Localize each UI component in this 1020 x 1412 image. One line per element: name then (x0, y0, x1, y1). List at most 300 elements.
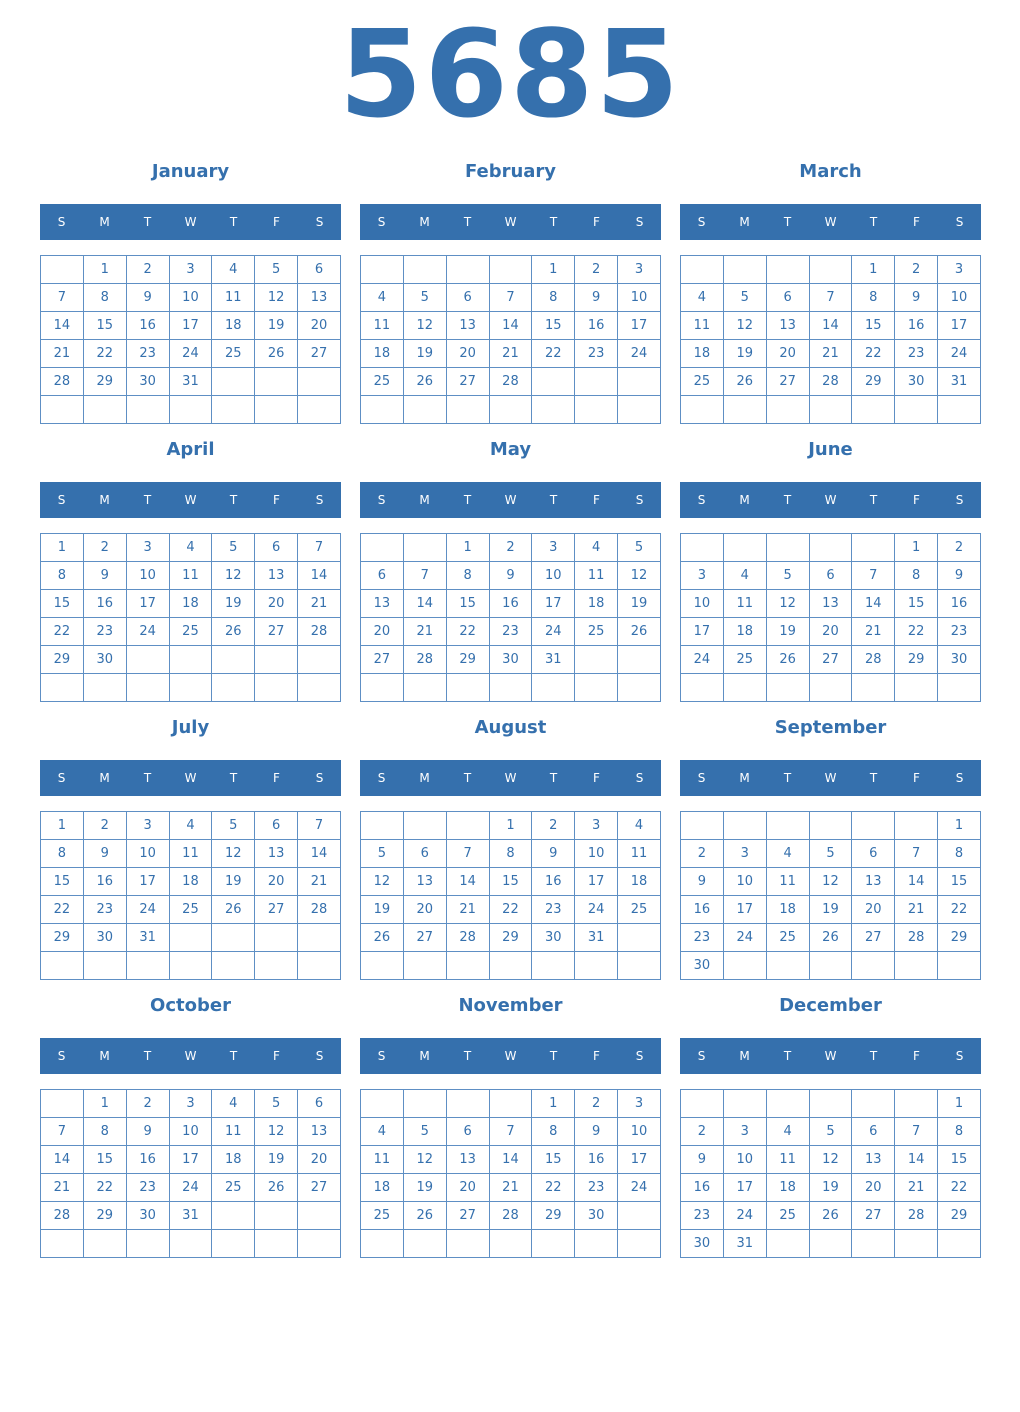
day-cell: 25 (361, 368, 404, 396)
day-cell: 3 (169, 1090, 212, 1118)
day-cell: 5 (361, 840, 404, 868)
day-cell: 13 (766, 312, 809, 340)
day-cell: 5 (255, 1090, 298, 1118)
weekday-header (680, 1038, 981, 1074)
day-cell: 11 (681, 312, 724, 340)
week-row (681, 396, 981, 424)
weekday-label: F (273, 493, 280, 507)
day-cell: 27 (255, 618, 298, 646)
day-cell: 23 (532, 896, 575, 924)
day-cell (852, 534, 895, 562)
day-cell: 2 (489, 534, 532, 562)
week-row (681, 590, 981, 618)
week-row (361, 340, 661, 368)
day-cell: 23 (575, 1174, 618, 1202)
day-cell: 31 (126, 924, 169, 952)
day-cell: 15 (532, 312, 575, 340)
day-cell (255, 952, 298, 980)
day-cell: 8 (489, 840, 532, 868)
day-cell (723, 396, 766, 424)
day-grid (680, 1089, 981, 1258)
day-cell (403, 1090, 446, 1118)
day-cell: 4 (766, 840, 809, 868)
day-cell: 18 (361, 1174, 404, 1202)
day-cell: 28 (895, 924, 938, 952)
day-cell (895, 396, 938, 424)
day-grid (40, 533, 341, 702)
weekday-label: M (99, 1049, 110, 1063)
day-cell: 23 (489, 618, 532, 646)
day-cell (809, 1090, 852, 1118)
day-cell: 25 (212, 1174, 255, 1202)
day-cell (895, 1230, 938, 1258)
day-cell: 20 (446, 340, 489, 368)
day-cell (403, 396, 446, 424)
day-cell: 4 (723, 562, 766, 590)
day-cell (83, 1230, 126, 1258)
day-cell: 8 (446, 562, 489, 590)
day-cell: 8 (938, 1118, 981, 1146)
day-cell: 15 (446, 590, 489, 618)
day-cell (169, 924, 212, 952)
day-cell (766, 396, 809, 424)
day-cell: 17 (126, 868, 169, 896)
day-cell (723, 534, 766, 562)
weekday-label: T (463, 1049, 472, 1063)
day-cell (126, 396, 169, 424)
day-cell: 14 (298, 562, 341, 590)
day-cell: 27 (298, 340, 341, 368)
day-cell: 16 (938, 590, 981, 618)
day-cell: 15 (532, 1146, 575, 1174)
day-cell: 29 (532, 1202, 575, 1230)
day-cell: 30 (575, 1202, 618, 1230)
week-row (41, 952, 341, 980)
day-cell (169, 952, 212, 980)
day-cell (532, 1230, 575, 1258)
day-cell: 31 (938, 368, 981, 396)
day-cell: 11 (361, 1146, 404, 1174)
weekday-label: M (99, 771, 110, 785)
weekday-label: F (273, 771, 280, 785)
weekday-label: T (549, 771, 558, 785)
day-cell (361, 396, 404, 424)
weekday-label: T (549, 215, 558, 229)
day-cell: 12 (212, 562, 255, 590)
day-cell: 3 (532, 534, 575, 562)
day-cell: 9 (575, 284, 618, 312)
day-cell: 30 (83, 646, 126, 674)
day-cell: 28 (41, 1202, 84, 1230)
day-cell: 17 (938, 312, 981, 340)
day-cell: 15 (83, 1146, 126, 1174)
year-title: 5685 (339, 6, 681, 145)
day-cell: 27 (809, 646, 852, 674)
day-cell: 12 (255, 1118, 298, 1146)
day-cell: 18 (361, 340, 404, 368)
day-cell: 10 (126, 562, 169, 590)
day-cell (681, 534, 724, 562)
day-cell: 1 (489, 812, 532, 840)
day-cell: 29 (83, 1202, 126, 1230)
weekday-label: W (824, 1049, 837, 1063)
day-cell: 17 (532, 590, 575, 618)
day-cell (41, 674, 84, 702)
day-cell (809, 256, 852, 284)
day-cell (618, 1230, 661, 1258)
weekday-label: S (57, 771, 66, 785)
day-cell: 31 (169, 1202, 212, 1230)
day-cell: 14 (446, 868, 489, 896)
day-cell: 25 (618, 896, 661, 924)
day-cell: 28 (809, 368, 852, 396)
day-cell: 3 (126, 534, 169, 562)
day-cell: 17 (723, 1174, 766, 1202)
week-row (681, 1202, 981, 1230)
day-cell (895, 1090, 938, 1118)
month-name: August (474, 717, 547, 738)
day-cell: 16 (83, 868, 126, 896)
day-cell: 12 (618, 562, 661, 590)
day-cell (169, 1230, 212, 1258)
week-row (41, 1118, 341, 1146)
day-cell (575, 368, 618, 396)
day-cell: 11 (766, 1146, 809, 1174)
day-cell: 20 (255, 868, 298, 896)
day-cell (255, 674, 298, 702)
day-cell (766, 812, 809, 840)
week-row (361, 646, 661, 674)
day-cell (895, 812, 938, 840)
day-cell: 6 (361, 562, 404, 590)
day-cell: 24 (618, 1174, 661, 1202)
week-row (41, 896, 341, 924)
day-cell: 1 (446, 534, 489, 562)
weekday-label: M (739, 493, 750, 507)
day-cell (298, 396, 341, 424)
day-cell: 12 (212, 840, 255, 868)
day-cell: 10 (532, 562, 575, 590)
month-name: November (458, 995, 563, 1016)
week-row (361, 1174, 661, 1202)
day-cell: 11 (212, 284, 255, 312)
day-cell: 7 (895, 1118, 938, 1146)
day-cell: 8 (83, 1118, 126, 1146)
month-name: February (464, 161, 557, 182)
day-cell: 1 (852, 256, 895, 284)
day-cell: 6 (255, 534, 298, 562)
day-cell: 18 (169, 590, 212, 618)
week-row (361, 284, 661, 312)
day-cell: 29 (41, 924, 84, 952)
day-cell: 22 (446, 618, 489, 646)
weekday-label: T (143, 1049, 152, 1063)
day-cell: 11 (169, 840, 212, 868)
weekday-label: W (184, 493, 197, 507)
day-cell: 12 (403, 1146, 446, 1174)
week-row (41, 646, 341, 674)
day-cell: 29 (895, 646, 938, 674)
week-row (361, 812, 661, 840)
day-cell (681, 256, 724, 284)
day-cell (126, 952, 169, 980)
week-row (681, 312, 981, 340)
day-cell: 25 (169, 896, 212, 924)
day-cell: 9 (681, 868, 724, 896)
day-cell: 24 (938, 340, 981, 368)
week-row (41, 284, 341, 312)
day-cell: 2 (681, 1118, 724, 1146)
weekday-label: M (419, 215, 430, 229)
day-cell: 27 (403, 924, 446, 952)
day-cell: 8 (41, 562, 84, 590)
day-cell (618, 952, 661, 980)
day-cell: 7 (489, 284, 532, 312)
week-row (361, 1118, 661, 1146)
day-cell (575, 396, 618, 424)
day-cell: 13 (298, 284, 341, 312)
day-cell: 19 (212, 868, 255, 896)
weekday-label: S (315, 493, 324, 507)
day-cell (446, 256, 489, 284)
weekday-label: T (463, 215, 472, 229)
day-cell: 25 (361, 1202, 404, 1230)
day-cell (766, 534, 809, 562)
day-cell: 21 (895, 1174, 938, 1202)
day-cell: 19 (212, 590, 255, 618)
day-cell (255, 368, 298, 396)
day-cell (723, 256, 766, 284)
day-cell (212, 1202, 255, 1230)
day-cell: 16 (532, 868, 575, 896)
day-cell: 23 (126, 1174, 169, 1202)
day-cell: 28 (852, 646, 895, 674)
weekday-label: S (315, 771, 324, 785)
day-cell: 24 (681, 646, 724, 674)
day-cell (126, 646, 169, 674)
day-cell: 21 (489, 1174, 532, 1202)
weekday-label: F (593, 1049, 600, 1063)
day-cell: 26 (212, 618, 255, 646)
day-cell: 2 (575, 256, 618, 284)
day-cell (403, 534, 446, 562)
day-cell: 31 (169, 368, 212, 396)
day-cell: 12 (255, 284, 298, 312)
weekday-label: S (635, 771, 644, 785)
day-cell: 11 (169, 562, 212, 590)
day-cell (403, 1230, 446, 1258)
week-row (681, 840, 981, 868)
week-row (41, 340, 341, 368)
weekday-label: T (869, 771, 878, 785)
day-cell: 8 (938, 840, 981, 868)
weekday-label: S (315, 215, 324, 229)
day-cell: 2 (83, 534, 126, 562)
day-cell: 3 (618, 1090, 661, 1118)
day-cell: 5 (403, 284, 446, 312)
day-cell: 20 (766, 340, 809, 368)
day-cell: 4 (212, 256, 255, 284)
day-cell: 28 (489, 368, 532, 396)
day-cell: 13 (446, 1146, 489, 1174)
day-cell: 23 (83, 896, 126, 924)
day-cell: 21 (41, 340, 84, 368)
day-cell: 25 (575, 618, 618, 646)
day-cell: 8 (895, 562, 938, 590)
day-cell: 22 (41, 618, 84, 646)
month-name: January (151, 161, 230, 182)
week-row (41, 1146, 341, 1174)
weekday-label: W (184, 1049, 197, 1063)
day-cell: 2 (681, 840, 724, 868)
day-cell: 25 (212, 340, 255, 368)
day-cell (446, 812, 489, 840)
day-cell (809, 812, 852, 840)
day-cell: 21 (489, 340, 532, 368)
day-cell: 30 (532, 924, 575, 952)
day-cell: 5 (255, 256, 298, 284)
day-cell: 3 (169, 256, 212, 284)
day-cell: 21 (809, 340, 852, 368)
weekday-label: M (419, 771, 430, 785)
weekday-label: F (593, 493, 600, 507)
day-cell: 11 (766, 868, 809, 896)
day-cell: 21 (852, 618, 895, 646)
week-row (361, 256, 661, 284)
day-cell (361, 534, 404, 562)
day-cell: 27 (446, 1202, 489, 1230)
weekday-label: S (377, 493, 386, 507)
day-cell (532, 396, 575, 424)
day-cell: 7 (298, 534, 341, 562)
day-cell (83, 396, 126, 424)
day-cell: 16 (681, 1174, 724, 1202)
weekday-label: S (377, 1049, 386, 1063)
day-cell: 3 (938, 256, 981, 284)
week-row (681, 674, 981, 702)
day-cell: 5 (766, 562, 809, 590)
day-cell: 25 (766, 924, 809, 952)
day-cell (212, 396, 255, 424)
month-name: April (166, 439, 215, 460)
weekday-label: F (913, 215, 920, 229)
week-row (361, 896, 661, 924)
day-cell (809, 534, 852, 562)
day-cell: 15 (895, 590, 938, 618)
day-cell (618, 368, 661, 396)
day-cell: 27 (852, 924, 895, 952)
day-cell (938, 396, 981, 424)
weekday-label: T (549, 1049, 558, 1063)
day-cell: 22 (852, 340, 895, 368)
day-cell (446, 396, 489, 424)
day-cell (681, 674, 724, 702)
week-row (41, 1202, 341, 1230)
day-cell: 24 (575, 896, 618, 924)
day-cell: 26 (809, 924, 852, 952)
month-name: October (150, 995, 231, 1016)
day-cell: 8 (41, 840, 84, 868)
weekday-label: S (57, 215, 66, 229)
day-cell: 13 (361, 590, 404, 618)
month-name: July (171, 717, 210, 738)
day-cell: 30 (895, 368, 938, 396)
day-cell (681, 812, 724, 840)
day-cell: 12 (766, 590, 809, 618)
day-cell: 20 (852, 1174, 895, 1202)
day-cell: 15 (41, 868, 84, 896)
week-row (681, 924, 981, 952)
weekday-label: W (184, 215, 197, 229)
day-cell (446, 674, 489, 702)
day-cell (255, 1202, 298, 1230)
day-cell (361, 256, 404, 284)
day-cell: 26 (766, 646, 809, 674)
week-row (41, 812, 341, 840)
day-cell: 3 (618, 256, 661, 284)
weekday-label: F (913, 1049, 920, 1063)
day-cell (255, 646, 298, 674)
day-cell: 2 (575, 1090, 618, 1118)
day-cell: 21 (895, 896, 938, 924)
day-cell: 7 (446, 840, 489, 868)
day-cell: 14 (895, 1146, 938, 1174)
day-cell: 2 (83, 812, 126, 840)
day-cell: 12 (809, 868, 852, 896)
day-cell (766, 256, 809, 284)
weekday-label: S (57, 493, 66, 507)
day-cell: 19 (723, 340, 766, 368)
day-cell: 18 (618, 868, 661, 896)
week-row (41, 562, 341, 590)
weekday-label: S (955, 493, 964, 507)
day-cell: 27 (298, 1174, 341, 1202)
day-cell (361, 1090, 404, 1118)
day-cell (255, 396, 298, 424)
day-cell: 1 (41, 812, 84, 840)
day-cell: 4 (169, 534, 212, 562)
day-cell: 6 (298, 1090, 341, 1118)
day-cell: 13 (403, 868, 446, 896)
day-cell: 31 (575, 924, 618, 952)
day-cell: 26 (255, 1174, 298, 1202)
day-cell: 8 (852, 284, 895, 312)
day-cell (403, 952, 446, 980)
day-cell: 14 (41, 1146, 84, 1174)
day-cell: 5 (809, 1118, 852, 1146)
weekday-header (360, 1038, 661, 1074)
day-cell (895, 674, 938, 702)
day-cell (575, 952, 618, 980)
week-row (361, 590, 661, 618)
day-cell: 24 (723, 924, 766, 952)
day-cell: 5 (212, 534, 255, 562)
day-cell (212, 368, 255, 396)
weekday-label: W (504, 493, 517, 507)
day-cell: 17 (169, 1146, 212, 1174)
day-cell: 22 (83, 340, 126, 368)
day-cell: 18 (766, 1174, 809, 1202)
week-row (681, 868, 981, 896)
day-cell (126, 1230, 169, 1258)
week-row (681, 812, 981, 840)
day-cell: 5 (809, 840, 852, 868)
day-cell (618, 674, 661, 702)
week-row (361, 674, 661, 702)
day-cell (489, 396, 532, 424)
day-cell: 9 (681, 1146, 724, 1174)
day-cell: 23 (575, 340, 618, 368)
